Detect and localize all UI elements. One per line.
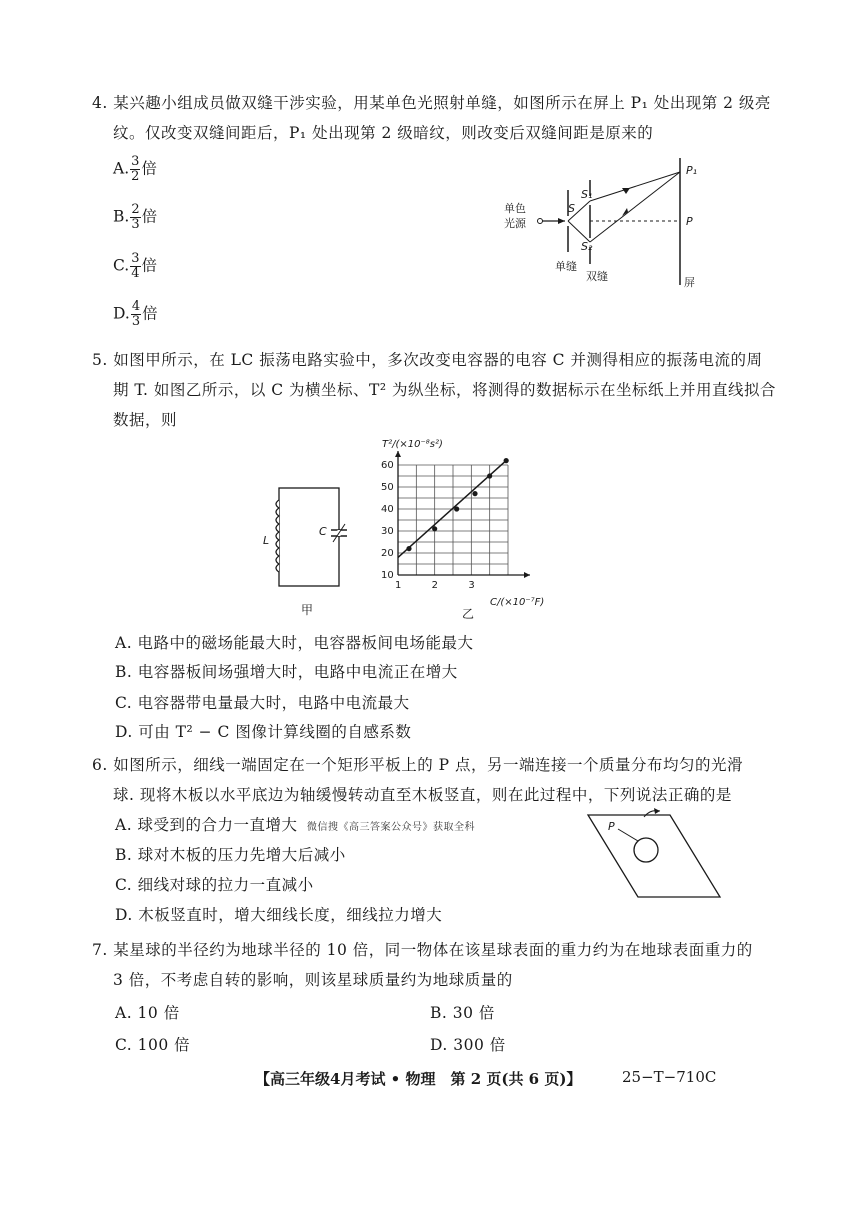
- label-double-slit: 双缝: [586, 270, 608, 283]
- label-single-slit: 单缝: [555, 260, 577, 273]
- label-s: S: [568, 202, 575, 215]
- light-source: [538, 219, 543, 224]
- data-point: [406, 546, 411, 551]
- q6-option-a: A. 球受到的合力一直增大 微信搜《高三答案公众号》获取全科: [115, 816, 475, 834]
- y-axis-arrow: [395, 451, 401, 457]
- source-label-1: 单色: [504, 202, 526, 215]
- q5-stem-line2: 期 T. 如图乙所示，以 C 为横坐标、T² 为纵坐标，将测得的数据标示在坐标纸上并用直线拟合: [113, 381, 777, 399]
- page-footer-title: 【高三年级4月考试 • 物理 第 2 页(共 6 页)】: [255, 1070, 582, 1088]
- q6-option-d: D. 木板竖直时，增大细线长度，细线拉力增大: [115, 906, 443, 924]
- source-label-2: 光源: [504, 217, 526, 230]
- q6-stem-line2: 球. 现将木板以水平底边为轴缓慢转动直至木板竖直，则在此过程中，下列说法正确的是: [113, 786, 732, 804]
- q6-option-b: B. 球对木板的压力先增大后减小: [115, 846, 346, 864]
- label-c: C: [319, 525, 327, 538]
- double-slit-diagram: [500, 150, 730, 290]
- data-point: [432, 526, 437, 531]
- q5-option-d: D. 可由 T² − C 图像计算线圈的自感系数: [115, 723, 412, 741]
- q5-option-a: A. 电路中的磁场能最大时，电容器板间电场能最大: [115, 634, 474, 652]
- label-p: P: [608, 820, 615, 833]
- q7-option-c: C. 100 倍: [115, 1036, 191, 1054]
- q4-option-b: B. $\frac{2}{3}$ 倍: [113, 202, 158, 232]
- t2-c-graph: [372, 435, 592, 620]
- watermark: 微信搜《高三答案公众号》获取全科: [307, 822, 475, 833]
- label-s1: S₁: [581, 188, 593, 201]
- q5-stem-line3: 数据，则: [113, 411, 178, 429]
- caption-jia: 甲: [301, 603, 314, 617]
- label-p1: P₁: [686, 164, 698, 177]
- q4-stem-line1: 4. 某兴趣小组成员做双缝干涉实验，用某单色光照射单缝，如图所示在屏上 P₁ 处出现第 2 级亮: [92, 94, 771, 112]
- x-tick-label: 2: [431, 580, 439, 591]
- caption-yi: 乙: [462, 607, 475, 620]
- x-axis-arrow: [524, 572, 530, 578]
- q4-stem-line2: 纹。仅改变双缝间距后，P₁ 处出现第 2 级暗纹，则改变后双缝间距是原来的: [113, 124, 654, 142]
- q7-option-b: B. 30 倍: [430, 1004, 495, 1022]
- q5-option-c: C. 电容器带电量最大时，电路中电流最大: [115, 694, 410, 712]
- q7-stem-line2: 3 倍，不考虑自转的影响，则该星球质量约为地球质量的: [113, 971, 513, 989]
- q4-option-c: C. $\frac{3}{4}$ 倍: [113, 251, 158, 281]
- ray-s1-p1: [590, 172, 680, 201]
- q4-option-a: A. $\frac{3}{2}$ 倍: [113, 154, 157, 184]
- x-axis-label: C/(×10⁻⁷F): [490, 597, 545, 608]
- y-tick-label: 10: [381, 570, 394, 581]
- y-tick-label: 60: [381, 460, 394, 471]
- y-tick-label: 50: [381, 482, 394, 493]
- q4-option-d: D. $\frac{4}{3}$ 倍: [113, 299, 158, 329]
- tilted-plate-diagram: [578, 805, 728, 905]
- q6-option-c: C. 细线对球的拉力一直减小: [115, 876, 314, 894]
- inductor-coil: [276, 500, 279, 572]
- y-tick-label: 30: [381, 526, 394, 537]
- data-point: [504, 458, 509, 463]
- label-s2: S₂: [581, 240, 593, 253]
- string: [618, 829, 638, 841]
- q6-stem-line1: 6. 如图所示，细线一端固定在一个矩形平板上的 P 点，另一端连接一个质量分布均匀的光滑: [92, 756, 744, 774]
- ray-s2-p1: [590, 172, 680, 242]
- y-axis-label: T²/(×10⁻⁸s²): [382, 439, 443, 450]
- page-footer-code: 25−T−710C: [622, 1068, 717, 1086]
- q7-stem-line1: 7. 某星球的半径约为地球半径的 10 倍，同一物体在该星球表面的重力约为在地球表面重力的: [92, 941, 753, 959]
- q5-option-b: B. 电容器板间场强增大时，电路中电流正在增大: [115, 663, 458, 681]
- q5-stem-line1: 5. 如图甲所示，在 LC 振荡电路实验中，多次改变电容器的电容 C 并测得相应的振荡电流的周: [92, 351, 763, 369]
- data-point: [472, 491, 477, 496]
- label-p: P: [686, 215, 693, 228]
- label-screen: 屏: [684, 276, 695, 289]
- label-l: L: [263, 534, 270, 547]
- lc-circuit-diagram: [255, 480, 355, 620]
- x-tick-label: 3: [468, 580, 475, 591]
- x-tick-label: 1: [395, 580, 402, 591]
- data-point: [487, 473, 492, 478]
- q7-option-d: D. 300 倍: [430, 1036, 506, 1054]
- y-tick-label: 20: [381, 548, 394, 559]
- ball: [634, 838, 658, 862]
- y-tick-label: 40: [381, 504, 394, 515]
- q7-option-a: A. 10 倍: [115, 1004, 180, 1022]
- data-point: [454, 506, 459, 511]
